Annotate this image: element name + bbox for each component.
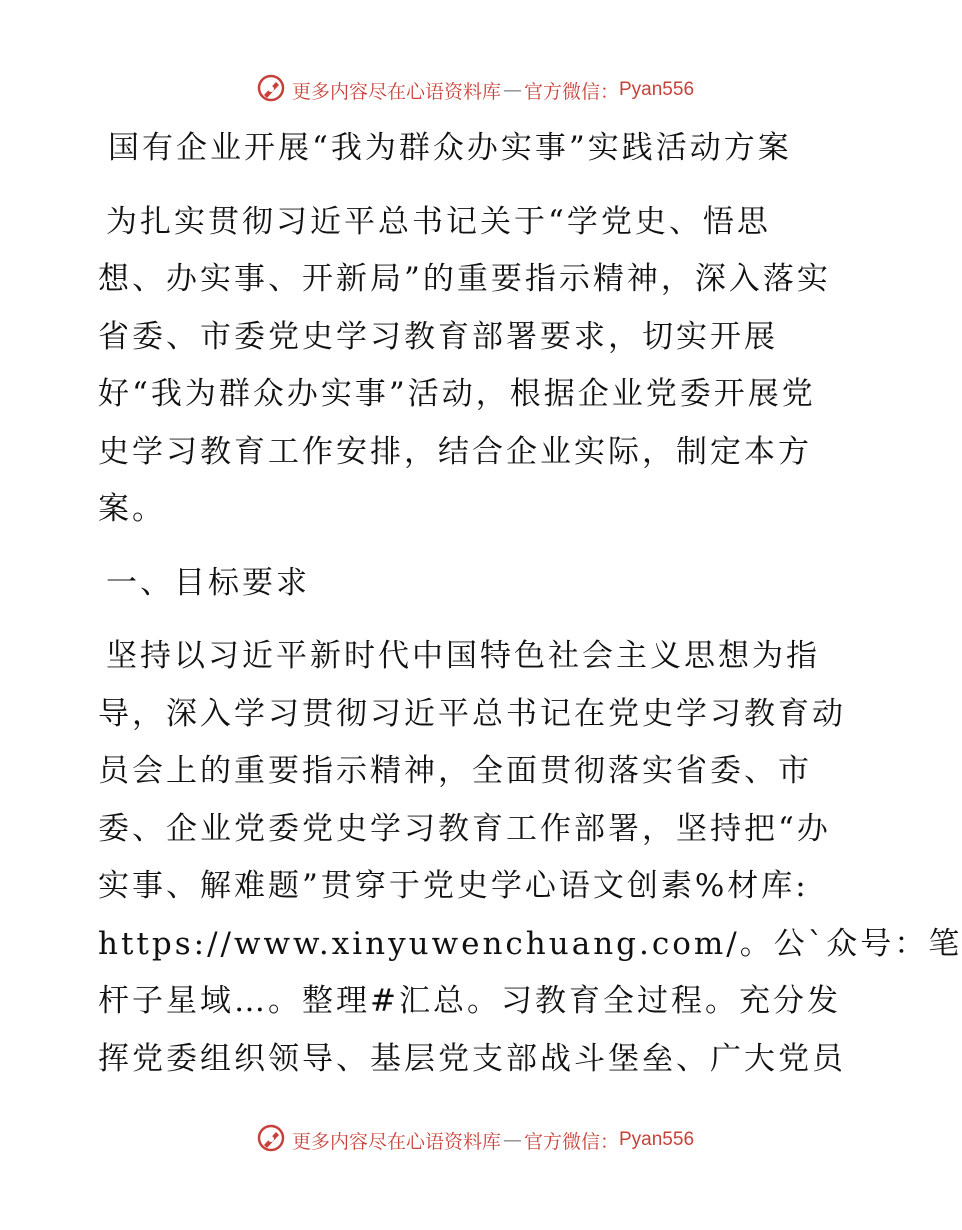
paragraph-line: 挥党委组织领导、基层党支部战斗堡垒、广大党员 (98, 1040, 846, 1077)
paragraph-line: 想、办实事、开新局”的重要指示精神，深入落实 (98, 261, 831, 297)
watermark-text: 更多内容尽在心语资料库 (291, 80, 501, 103)
document-title: 国有企业开展“我为群众办实事”实践活动方案 (108, 130, 792, 166)
watermark-separator: — (502, 1129, 522, 1151)
footer-watermark-banner (0, 1120, 950, 1160)
pen-circle-logo-icon (256, 1123, 286, 1158)
paragraph-line: 好“我为群众办实事”活动，根据企业党委开展党 (98, 376, 816, 412)
paragraph-line: 导，深入学习贯彻习近平总书记在党史学习教育动 (98, 695, 846, 732)
paragraph-line: 坚持以习近平新时代中国特色社会主义思想为指 (106, 638, 820, 674)
watermark-wechat-id: Pyan556 (619, 79, 695, 100)
pen-circle-logo-icon (256, 73, 286, 108)
document-body (98, 120, 962, 1088)
paragraph-line: 史学习教育工作安排，结合企业实际，制定本方 (98, 433, 812, 470)
watermark-separator: — (502, 79, 522, 101)
section-heading: 一、目标要求 (106, 564, 310, 601)
intro-paragraph (98, 194, 850, 539)
paragraph-line: 委、企业党委党史学习教育工作部署，坚持把“办 (98, 810, 831, 847)
watermark-text: 更多内容尽在心语资料库 (291, 1130, 501, 1153)
watermark-wechat-id: Pyan556 (619, 1129, 695, 1150)
paragraph-line: 实事、解难题”贯穿于党史学心语文创素%材库: (98, 868, 809, 904)
paragraph-line-url: https://www.xinyuwenchuang.com/。公`众号：笔 (98, 925, 962, 962)
watermark-wechat-label: 官方微信： (523, 1130, 619, 1153)
section1-paragraph (98, 628, 962, 1088)
watermark-wechat-label: 官方微信： (523, 80, 619, 103)
paragraph-line: 案。 (98, 491, 166, 527)
paragraph-line: 杆子星域…。整理#汇总。习教育全过程。充分发 (98, 983, 841, 1019)
paragraph-line: 省委、市委党史学习教育部署要求，切实开展 (98, 318, 778, 355)
header-watermark-banner (0, 70, 950, 110)
paragraph-line: 为扎实贯彻习近平总书记关于“学党史、悟思 (106, 203, 771, 240)
paragraph-line: 员会上的重要指示精神，全面贯彻落实省委、市 (98, 753, 812, 789)
